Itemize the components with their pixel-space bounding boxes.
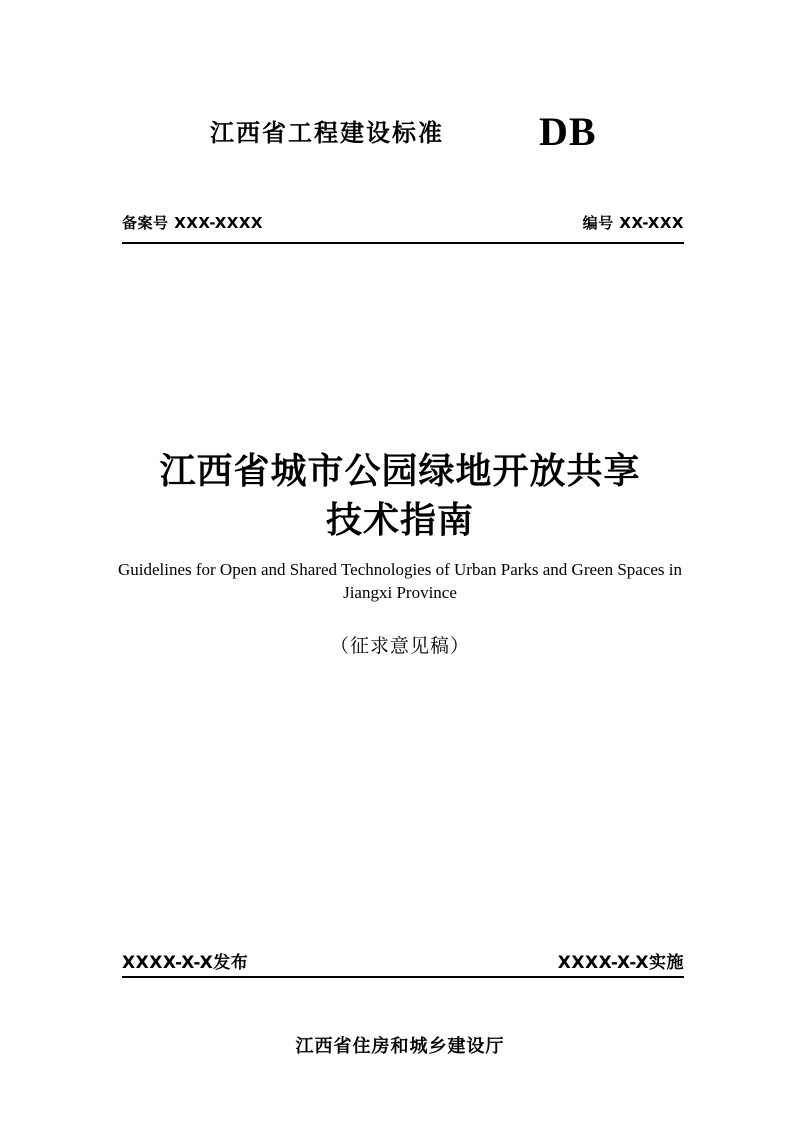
title-en: Guidelines for Open and Shared Technologies of Urban Parks and Green Spaces in Jiangxi Province <box>117 560 683 603</box>
title-cn-line-1: 江西省城市公园绿地开放共享 <box>159 451 641 492</box>
publish-row <box>122 948 684 973</box>
standard-number: 编号 XX-XXX <box>582 214 684 232</box>
footer-divider <box>122 976 684 978</box>
standard-series-name: 江西省工程建设标准 <box>210 119 444 147</box>
cover-header <box>120 108 680 154</box>
db-standard-mark: DB <box>539 109 597 154</box>
record-number: 备案号 XXX-XXXX <box>122 214 263 232</box>
title-cn-line-2: 技术指南 <box>325 499 474 541</box>
draft-status: （征求意见稿） <box>329 635 470 658</box>
header-divider <box>122 242 684 244</box>
issue-date: XXXX-X-X发布 <box>122 953 249 973</box>
implement-date: XXXX-X-X实施 <box>557 953 684 973</box>
title-block <box>100 448 700 658</box>
issuing-authority: 江西省住房和城乡建设厅 <box>295 1036 505 1057</box>
code-row <box>122 212 684 233</box>
